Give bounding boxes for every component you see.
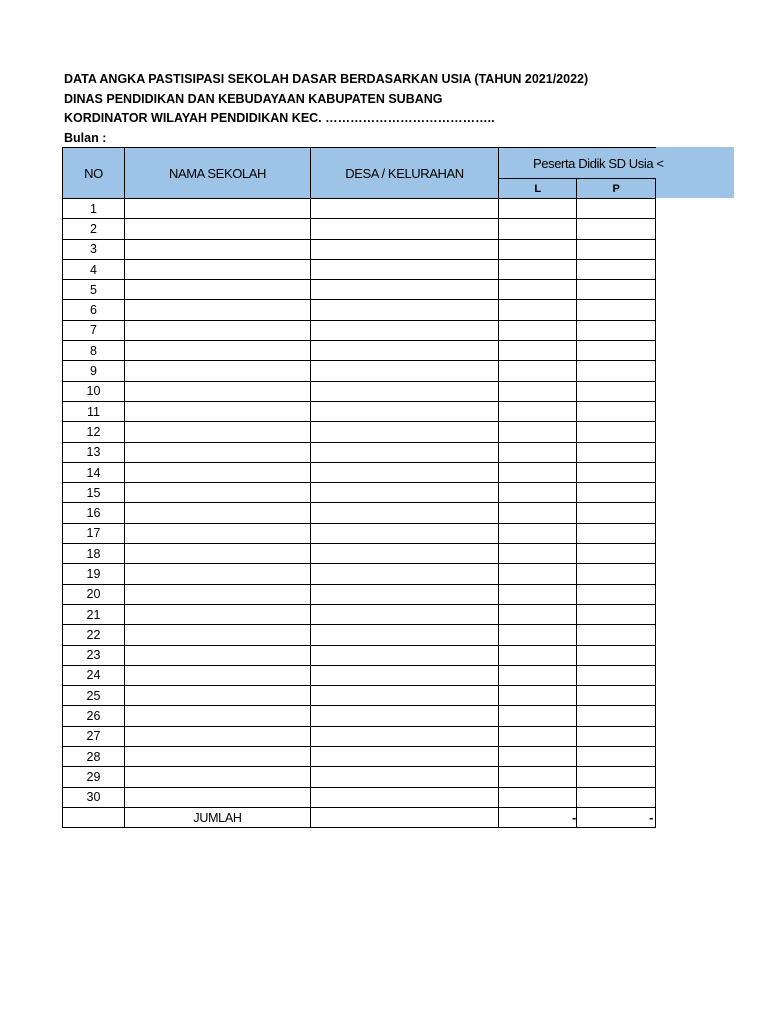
cell-p[interactable] <box>577 280 656 300</box>
cell-desa-kelurahan[interactable] <box>311 401 499 421</box>
cell-p[interactable] <box>577 625 656 645</box>
cell-nama-sekolah[interactable] <box>125 483 311 503</box>
cell-desa-kelurahan[interactable] <box>311 219 499 239</box>
row-number: 11 <box>63 401 125 421</box>
cell-p[interactable] <box>577 706 656 726</box>
cell-desa-kelurahan[interactable] <box>311 239 499 259</box>
row-number: 14 <box>63 462 125 482</box>
cell-nama-sekolah[interactable] <box>125 503 311 523</box>
data-table <box>62 147 664 828</box>
header-peserta-didik: Peserta Didik SD Usia < <box>499 148 656 179</box>
row-number: 27 <box>63 726 125 746</box>
cell-desa-kelurahan[interactable] <box>311 625 499 645</box>
row-number: 6 <box>63 300 125 320</box>
cell-l[interactable] <box>499 320 577 340</box>
cell-l[interactable] <box>499 665 577 685</box>
cell-p[interactable] <box>577 645 656 665</box>
cell-desa-kelurahan[interactable] <box>311 584 499 604</box>
cell-p[interactable] <box>577 726 656 746</box>
cell-desa-kelurahan[interactable] <box>311 787 499 807</box>
title-line-3: KORDINATOR WILAYAH PENDIDIKAN KEC. ………………………………….. <box>64 111 495 125</box>
row-number: 4 <box>63 259 125 279</box>
cell-p[interactable] <box>577 401 656 421</box>
cell-nama-sekolah[interactable] <box>125 726 311 746</box>
cell-p[interactable] <box>577 503 656 523</box>
cell-desa-kelurahan[interactable] <box>311 726 499 746</box>
cell-desa-kelurahan[interactable] <box>311 706 499 726</box>
cell-l[interactable] <box>499 604 577 624</box>
cell-p[interactable] <box>577 442 656 462</box>
table-row <box>63 523 656 543</box>
cell-desa-kelurahan[interactable] <box>311 259 499 279</box>
cell-p[interactable] <box>577 483 656 503</box>
cell-l[interactable] <box>499 300 577 320</box>
cell-desa-kelurahan[interactable] <box>311 341 499 361</box>
cell-l[interactable] <box>499 361 577 381</box>
cell-l[interactable] <box>499 767 577 787</box>
cell-p[interactable] <box>577 199 656 219</box>
title-line-1: DATA ANGKA PASTISIPASI SEKOLAH DASAR BERDASARKAN USIA (TAHUN 2021/2022) <box>64 72 589 86</box>
header-no: NO <box>63 148 125 199</box>
cell-desa-kelurahan[interactable] <box>311 645 499 665</box>
cell-nama-sekolah[interactable] <box>125 320 311 340</box>
cell-nama-sekolah[interactable] <box>125 544 311 564</box>
cell-p[interactable] <box>577 381 656 401</box>
row-number: 22 <box>63 625 125 645</box>
cell-l[interactable] <box>499 503 577 523</box>
cell-l[interactable] <box>499 523 577 543</box>
row-number: 8 <box>63 341 125 361</box>
row-number: 29 <box>63 767 125 787</box>
table-row <box>63 239 656 259</box>
table-row <box>63 401 656 421</box>
cell-l[interactable] <box>499 401 577 421</box>
title-line-2: DINAS PENDIDIKAN DAN KEBUDAYAAN KABUPATEN SUBANG <box>64 91 443 106</box>
cell-nama-sekolah[interactable] <box>125 706 311 726</box>
table-body <box>63 199 656 828</box>
row-number: 2 <box>63 219 125 239</box>
cell-desa-kelurahan[interactable] <box>311 503 499 523</box>
row-number: 1 <box>63 199 125 219</box>
table-row <box>63 564 656 584</box>
row-number: 7 <box>63 320 125 340</box>
cell-l[interactable] <box>499 544 577 564</box>
row-number: 23 <box>63 645 125 665</box>
cell-p[interactable] <box>577 523 656 543</box>
cell-p[interactable] <box>577 544 656 564</box>
cell-l[interactable] <box>499 706 577 726</box>
table-row <box>63 584 656 604</box>
cell-p[interactable] <box>577 259 656 279</box>
cell-nama-sekolah[interactable] <box>125 442 311 462</box>
table-row <box>63 665 656 685</box>
header-desa-kelurahan: DESA / KELURAHAN <box>311 148 499 199</box>
table-row <box>63 341 656 361</box>
table-row <box>63 625 656 645</box>
cell-desa-kelurahan[interactable] <box>311 544 499 564</box>
table-row <box>63 787 656 807</box>
cell-nama-sekolah[interactable] <box>125 787 311 807</box>
table-row <box>63 320 656 340</box>
cell-desa-kelurahan[interactable] <box>311 320 499 340</box>
cell-nama-sekolah[interactable] <box>125 564 311 584</box>
cell-l[interactable] <box>499 422 577 442</box>
cell-nama-sekolah[interactable] <box>125 239 311 259</box>
row-number: 19 <box>63 564 125 584</box>
cell-desa-kelurahan[interactable] <box>311 604 499 624</box>
row-number: 28 <box>63 747 125 767</box>
cell-desa-kelurahan[interactable] <box>311 442 499 462</box>
cell-l[interactable] <box>499 341 577 361</box>
cell-l[interactable] <box>499 442 577 462</box>
row-number: 21 <box>63 604 125 624</box>
cell-nama-sekolah[interactable] <box>125 361 311 381</box>
table-row <box>63 706 656 726</box>
row-number: 3 <box>63 239 125 259</box>
cell-l[interactable] <box>499 686 577 706</box>
cell-p[interactable] <box>577 665 656 685</box>
table-row <box>63 503 656 523</box>
table-row <box>63 747 656 767</box>
table-row <box>63 462 656 482</box>
cell-l[interactable] <box>499 645 577 665</box>
row-number: 24 <box>63 665 125 685</box>
cell-nama-sekolah[interactable] <box>125 219 311 239</box>
cell-nama-sekolah[interactable] <box>125 604 311 624</box>
header-l: L <box>499 179 577 199</box>
document-heading <box>64 70 724 148</box>
cell-nama-sekolah[interactable] <box>125 341 311 361</box>
cell-nama-sekolah[interactable] <box>125 401 311 421</box>
cell-l[interactable] <box>499 483 577 503</box>
cell-p[interactable] <box>577 767 656 787</box>
cell-nama-sekolah[interactable] <box>125 645 311 665</box>
total-p-value: - <box>577 807 656 827</box>
cell-desa-kelurahan[interactable] <box>311 523 499 543</box>
cell-desa-kelurahan[interactable] <box>311 665 499 685</box>
table-row <box>63 645 656 665</box>
cell-p[interactable] <box>577 320 656 340</box>
row-number: 30 <box>63 787 125 807</box>
cell-p[interactable] <box>577 361 656 381</box>
cell-l[interactable] <box>499 787 577 807</box>
cell-p[interactable] <box>577 564 656 584</box>
cell-p[interactable] <box>577 239 656 259</box>
table-row <box>63 604 656 624</box>
cell-l[interactable] <box>499 239 577 259</box>
table-row <box>63 767 656 787</box>
row-number: 17 <box>63 523 125 543</box>
cell-l[interactable] <box>499 199 577 219</box>
cell-desa-kelurahan[interactable] <box>311 747 499 767</box>
cell-l[interactable] <box>499 625 577 645</box>
table-row <box>63 726 656 746</box>
table-row <box>63 300 656 320</box>
row-number: 13 <box>63 442 125 462</box>
row-number: 12 <box>63 422 125 442</box>
cell-l[interactable] <box>499 280 577 300</box>
row-number: 26 <box>63 706 125 726</box>
table-row <box>63 259 656 279</box>
month-label: Bulan : <box>64 130 107 145</box>
cell-nama-sekolah[interactable] <box>125 300 311 320</box>
cell-p[interactable] <box>577 300 656 320</box>
row-number: 15 <box>63 483 125 503</box>
table-row <box>63 361 656 381</box>
row-number: 16 <box>63 503 125 523</box>
row-number: 20 <box>63 584 125 604</box>
cell-nama-sekolah[interactable] <box>125 625 311 645</box>
row-number: 9 <box>63 361 125 381</box>
table-row <box>63 219 656 239</box>
cell-p[interactable] <box>577 604 656 624</box>
row-number: 10 <box>63 381 125 401</box>
cell-nama-sekolah[interactable] <box>125 584 311 604</box>
cell-l[interactable] <box>499 564 577 584</box>
row-number: 25 <box>63 686 125 706</box>
cell-nama-sekolah[interactable] <box>125 280 311 300</box>
cell-desa-kelurahan[interactable] <box>311 361 499 381</box>
cell-nama-sekolah[interactable] <box>125 686 311 706</box>
cell-desa-kelurahan[interactable] <box>311 462 499 482</box>
table-row <box>63 381 656 401</box>
cell-p[interactable] <box>577 341 656 361</box>
cell-desa-kelurahan[interactable] <box>311 564 499 584</box>
cell-l[interactable] <box>499 726 577 746</box>
cell-nama-sekolah[interactable] <box>125 259 311 279</box>
cell-l[interactable] <box>499 747 577 767</box>
cell-l[interactable] <box>499 219 577 239</box>
cell-desa-kelurahan[interactable] <box>311 300 499 320</box>
cell-p[interactable] <box>577 422 656 442</box>
cell-nama-sekolah[interactable] <box>125 199 311 219</box>
cell-p[interactable] <box>577 219 656 239</box>
cell-nama-sekolah[interactable] <box>125 767 311 787</box>
total-row <box>63 807 656 827</box>
cell-desa-kelurahan[interactable] <box>311 483 499 503</box>
table-row <box>63 686 656 706</box>
cell-nama-sekolah[interactable] <box>125 747 311 767</box>
table-row <box>63 199 656 219</box>
table-row <box>63 422 656 442</box>
cell-nama-sekolah[interactable] <box>125 422 311 442</box>
table-row <box>63 544 656 564</box>
cell-desa-kelurahan[interactable] <box>311 686 499 706</box>
row-number: 5 <box>63 280 125 300</box>
cell-p[interactable] <box>577 686 656 706</box>
header-fill-extension <box>655 147 734 198</box>
cell-p[interactable] <box>577 747 656 767</box>
total-l-value: - <box>499 807 577 827</box>
cell-l[interactable] <box>499 259 577 279</box>
header-p: P <box>577 179 656 199</box>
header-nama-sekolah: NAMA SEKOLAH <box>125 148 311 199</box>
cell-desa-kelurahan[interactable] <box>311 199 499 219</box>
table-row <box>63 280 656 300</box>
cell-desa-kelurahan[interactable] <box>311 280 499 300</box>
cell-p[interactable] <box>577 787 656 807</box>
table-row <box>63 442 656 462</box>
cell-nama-sekolah[interactable] <box>125 523 311 543</box>
cell-nama-sekolah[interactable] <box>125 462 311 482</box>
cell-p[interactable] <box>577 584 656 604</box>
row-number: 18 <box>63 544 125 564</box>
table-row <box>63 483 656 503</box>
cell-l[interactable] <box>499 381 577 401</box>
cell-p[interactable] <box>577 462 656 482</box>
cell-nama-sekolah[interactable] <box>125 381 311 401</box>
total-desa-cell <box>311 807 499 827</box>
cell-l[interactable] <box>499 584 577 604</box>
total-label: JUMLAH <box>125 807 311 827</box>
cell-l[interactable] <box>499 462 577 482</box>
total-no-cell <box>63 807 125 827</box>
cell-desa-kelurahan[interactable] <box>311 381 499 401</box>
cell-desa-kelurahan[interactable] <box>311 767 499 787</box>
cell-nama-sekolah[interactable] <box>125 665 311 685</box>
cell-desa-kelurahan[interactable] <box>311 422 499 442</box>
